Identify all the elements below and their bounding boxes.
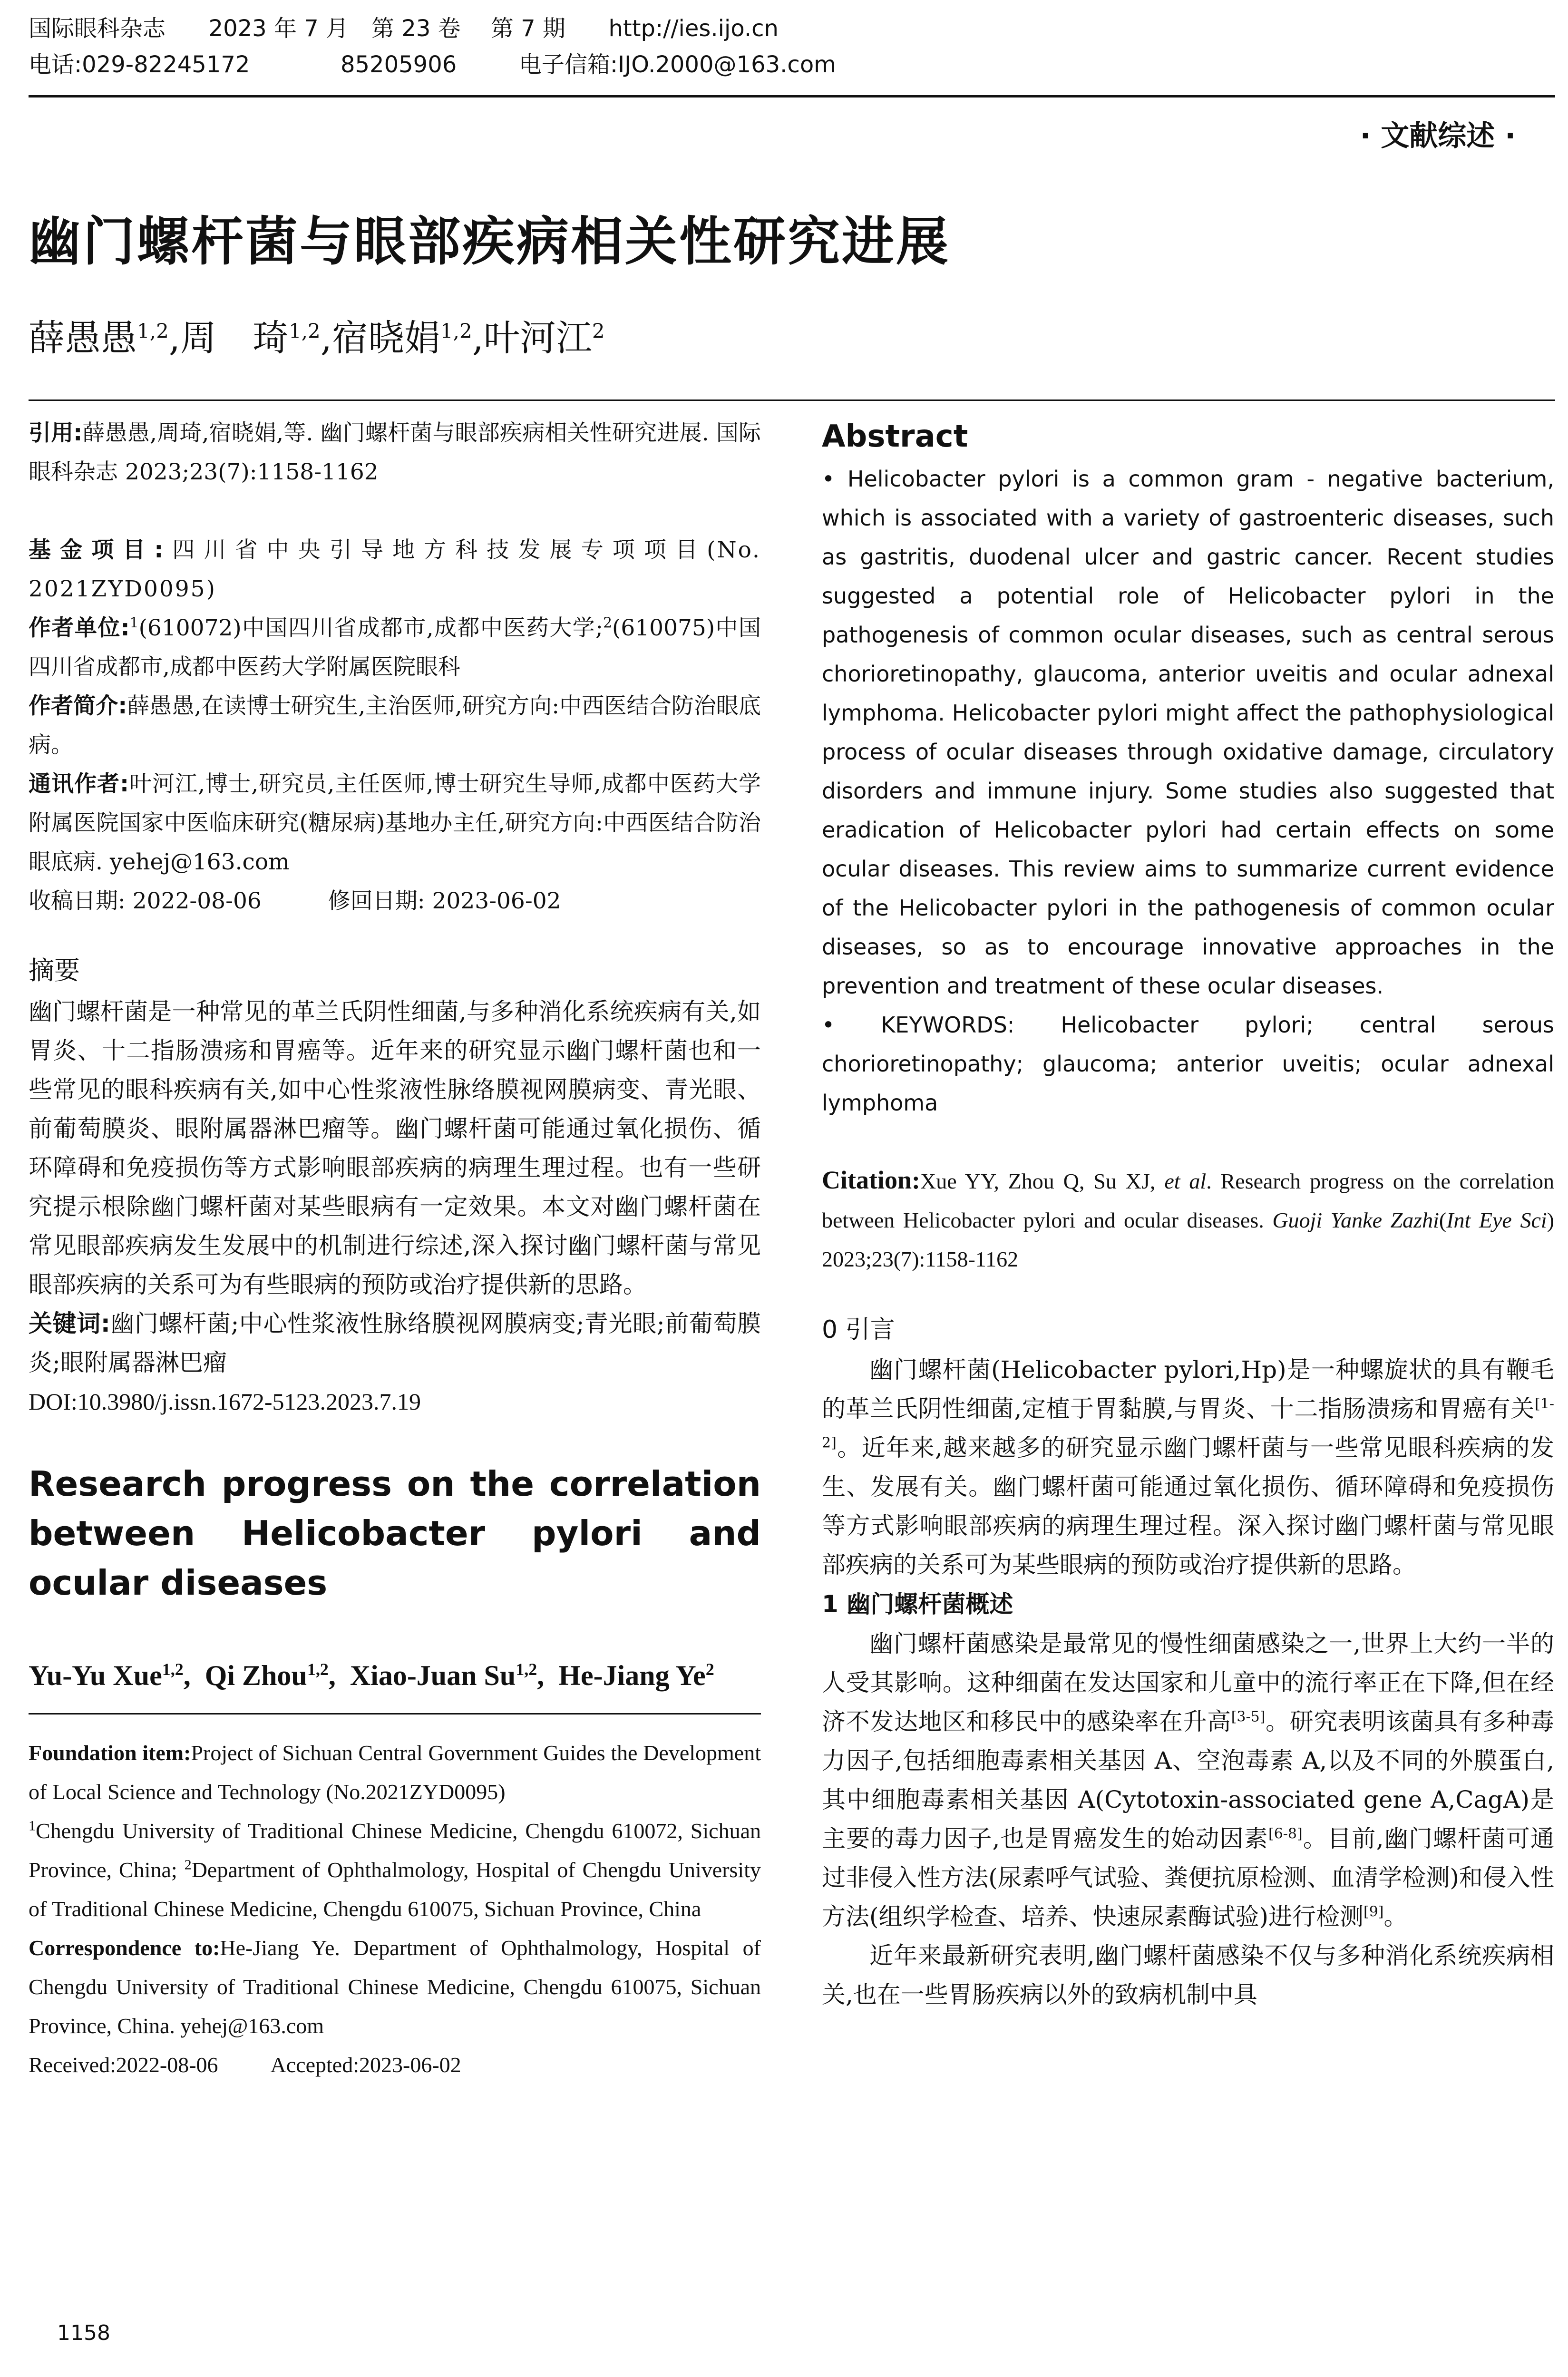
section-0-heading: 0 引言: [822, 1315, 895, 1344]
unit-block: [29, 609, 761, 687]
en-received-date: Received:2022-08-06: [29, 2053, 218, 2077]
en-aff-sup-2: 2: [184, 1857, 192, 1873]
journal-issue: 2023 年 7 月 第 23 卷 第 7 期: [208, 15, 565, 42]
en-affiliation-2: Department of Ophthalmology, Hospital of Chengdu University of Traditional Chinese Medicine, Chengdu 610075, Sichuan Province, China: [29, 1858, 761, 1921]
english-title: Research progress on the correlation between Helicobacter pylori and ocular diseases: [29, 1464, 761, 1603]
citation-label: 引用:: [29, 420, 83, 446]
bio-text: 薛愚愚,在读博士研究生,主治医师,研究方向:中西医结合防治眼底病。: [29, 693, 761, 758]
en-fund-block: [29, 1734, 761, 1812]
citation-volume: ) 2023;23(7):1158-1162: [822, 1208, 1554, 1271]
author-name: 叶河江: [483, 317, 592, 359]
english-author-list: Yu-Yu Xue$^{1,2}$, Qi Zhou$^{1,2}$, Xiao-Juan Su$^{1,2}$, He-Jiang Ye$^2$: [29, 1660, 714, 1691]
en-affiliation-1: Chengdu University of Traditional Chinese Medicine, Chengdu 610072, Sichuan Province, China;: [29, 1819, 761, 1882]
journal-phone: 电话:029-82245172: [29, 51, 250, 78]
doi[interactable]: DOI:10.3980/j.issn.1672-5123.2023.7.19: [29, 1388, 421, 1415]
keywords-block-cn: [29, 1304, 761, 1382]
sec0-text-b: 。近年来,越来越多的研究显示幽门螺杆菌与一些常见眼科疾病的发生、发展有关。幽门螺杆菌可能通过氧化损伤、循环障碍和免疫损伤等方式影响眼部疾病的病理生理过程。深入探讨幽门螺杆菌与常见眼部疾病的关系可为某些眼病的预防或治疗提供新的思路。: [822, 1434, 1554, 1578]
abstract-heading-cn: 摘要: [29, 955, 80, 985]
en-author-affiliation: 1,2: [162, 1660, 184, 1679]
citation-block-en: [822, 1160, 1554, 1279]
abstract-body-en: Helicobacter pylori is a common gram - negative bacterium, which is associated with a variety of gastroenteric diseases, such as gastritis, duodenal ulcer and gastric cancer. Recent studies suggested a potential role of Helicobacter pylori in the pathogenesis of common ocular diseases, such as central serous chorioretinopathy, glaucoma, anterior uveitis and ocular adnexal lymphoma. Helicobacter pylori might affect the pathophysiological process of ocular diseases through oxidative damage, circulatory disorders and immune injury. Some studies also suggested that eradication of Helicobacter pylori had certain effects on some ocular diseases. This review aims to summarize current evidence of the Helicobacter pylori in the pathogenesis of common ocular diseases, so as to encourage innovative approaches in the prevention and treatment of these ocular diseases.: [822, 466, 1554, 999]
en-author-affiliation: 1,2: [516, 1660, 537, 1679]
keywords-label-en: KEYWORDS:: [881, 1012, 1015, 1038]
sec1-text-d: 。: [1383, 1903, 1408, 1930]
en-dates-block: [29, 2046, 761, 2085]
fund-block: [29, 531, 761, 609]
unit-sup-2: 2: [603, 614, 613, 632]
author-list: 薛愚愚$^{1,2}$,周 琦$^{1,2}$,宿晓娟$^{1,2}$,叶河江$^2$: [29, 317, 605, 359]
en-author-name: Xiao-Juan Su: [350, 1660, 516, 1691]
left-column: [29, 414, 761, 2085]
fund-label: 基金项目:: [29, 537, 165, 563]
citation-text: 薛愚愚,周琦,宿晓娟,等. 幽门螺杆菌与眼部疾病相关性研究进展. 国际眼科杂志 2023;23(7):1158-1162: [29, 420, 761, 485]
unit-sup-1: 1: [129, 614, 139, 632]
en-affiliation-block: [29, 1812, 761, 1929]
section-tag: · 文献综述 ·: [1360, 119, 1516, 153]
journal-phone-2: 85205906: [340, 51, 457, 78]
header-rule: [29, 95, 1555, 97]
bio-label: 作者简介:: [29, 693, 127, 719]
journal-email[interactable]: 电子信箱:IJO.2000@163.com: [518, 51, 836, 78]
citation-journal-en: Int Eye Sci: [1446, 1208, 1547, 1232]
en-fund-text: Project of Sichuan Central Government Guides the Development of Local Science and Technology (No.2021ZYD0095): [29, 1741, 761, 1804]
author-name: 周 琦: [180, 317, 289, 359]
author-name: 宿晓娟: [331, 317, 440, 359]
author-affiliation: 1,2: [440, 319, 472, 343]
citation-journal: Guoji Yanke Zazhi: [1272, 1208, 1439, 1232]
citation-block: [29, 414, 761, 492]
section-0-paragraph: [822, 1350, 1554, 1584]
en-correspondence-label: Correspondence to:: [29, 1936, 220, 1960]
received-date: 收稿日期: 2022-08-06: [29, 888, 262, 914]
bio-block: [29, 687, 761, 765]
abstract-text-en: [822, 459, 1554, 1005]
right-column: [822, 414, 1554, 2014]
reference-marker[interactable]: [3-5]: [1231, 1708, 1266, 1725]
keywords-block-en: [822, 1005, 1554, 1122]
en-correspondence-block: [29, 1929, 761, 2046]
en-accepted-date: Accepted:2023-06-02: [270, 2053, 461, 2077]
citation-paren: (: [1439, 1208, 1447, 1232]
reference-marker[interactable]: [9]: [1363, 1903, 1384, 1920]
journal-url[interactable]: http://ies.ijo.cn: [608, 15, 779, 42]
dates-block: [29, 882, 761, 921]
abstract-bullet-icon: •: [822, 466, 835, 492]
citation-etal: et al: [1164, 1169, 1207, 1193]
citation-label-en: Citation:: [822, 1166, 920, 1194]
keywords-text-cn: 幽门螺杆菌;中心性浆液性脉络膜视网膜病变;青光眼;前葡萄膜炎;眼附属器淋巴瘤: [29, 1310, 761, 1376]
abstract-text-cn: 幽门螺杆菌是一种常见的革兰氏阴性细菌,与多种消化系统疾病有关,如胃炎、十二指肠溃疡和胃癌等。近年来的研究显示幽门螺杆菌也和一些常见的眼科疾病有关,如中心性浆液性脉络膜视网膜病变、青光眼、前葡萄膜炎、眼附属器淋巴瘤等。幽门螺杆菌可能通过氧化损伤、循环障碍和免疫损伤等方式影响眼部疾病的病理生理过程。也有一些研究提示根除幽门螺杆菌对某些眼病有一定效果。本文对幽门螺杆菌在常见眼部疾病发生发展中的机制进行综述,深入探讨幽门螺杆菌与常见眼部疾病的关系可为有些眼病的预防或治疗提供新的思路。: [29, 998, 761, 1298]
en-author-name: Yu-Yu Xue: [29, 1660, 162, 1691]
author-affiliation: 1,2: [137, 319, 169, 343]
author-affiliation: 1,2: [288, 319, 321, 343]
reference-marker[interactable]: [6-8]: [1268, 1825, 1303, 1842]
sec0-text-a: 幽门螺杆菌(Helicobacter pylori,Hp)是一种螺旋状的具有鞭毛的革兰氏阴性细菌,定植于胃黏膜,与胃炎、十二指肠溃疡和胃癌有关: [822, 1356, 1554, 1422]
reference-marker[interactable]: [1-2]: [822, 1395, 1554, 1452]
citation-title-en: . Research progress on the correlation between Helicobacter pylori and ocular diseases.: [822, 1169, 1554, 1232]
correspondence-text: 叶河江,博士,研究员,主任医师,博士研究生导师,成都中医药大学附属医院国家中医临床研究(糖尿病)基地办主任,研究方向:中西医结合防治眼底病. yehej@163.com: [29, 771, 761, 875]
en-author-affiliation: 1,2: [307, 1660, 329, 1679]
sec1-text-c: 。目前,幽门螺杆菌可通过非侵入性方法(尿素呼气试验、粪便抗原检测、血清学检测)和侵入性方法(组织学检查、培养、快速尿素酶试验)进行检测: [822, 1825, 1554, 1930]
abstract-heading-en: Abstract: [822, 419, 968, 454]
section-1-heading: 1 幽门螺杆菌概述: [822, 1590, 1013, 1618]
unit-label: 作者单位:: [29, 615, 130, 641]
en-aff-sup-1: 1: [29, 1818, 36, 1834]
sec1-text-a: 幽门螺杆菌感染是最常见的慢性细菌感染之一,世界上大约一半的人受其影响。这种细菌在发达国家和儿童中的流行率正在下降,但在经济不发达地区和移民中的感染率在升高: [822, 1630, 1554, 1735]
revised-date: 修回日期: 2023-06-02: [328, 888, 561, 914]
en-author-name: He-Jiang Ye: [558, 1660, 706, 1691]
author-affiliation: 2: [592, 319, 605, 343]
journal-name: 国际眼科杂志: [29, 15, 166, 42]
section-1-paragraph-1: [822, 1624, 1554, 1936]
article-title: 幽门螺杆菌与眼部疾病相关性研究进展: [29, 211, 950, 272]
keywords-label-cn: 关键词:: [29, 1310, 110, 1337]
citation-authors-en: Xue YY, Zhou Q, Su XJ,: [920, 1169, 1165, 1193]
correspondence-label: 通讯作者:: [29, 771, 129, 797]
correspondence-block: [29, 765, 761, 882]
unit-text-1: (610072)中国四川省成都市,成都中医药大学;: [138, 615, 603, 641]
fund-text: 四川省中央引导地方科技发展专项项目(No. 2021ZYD0095): [29, 537, 761, 602]
page-number: 1158: [57, 2321, 110, 2345]
keywords-text-en: Helicobacter pylori; central serous chorioretinopathy; glaucoma; anterior uveitis; ocular adnexal lymphoma: [822, 1012, 1554, 1116]
en-fund-label: Foundation item:: [29, 1741, 191, 1765]
unit-text-2: (610075)中国四川省成都市,成都中医药大学附属医院眼科: [29, 615, 761, 680]
en-author-affiliation: 2: [705, 1660, 714, 1679]
author-name: 薛愚愚: [29, 317, 137, 359]
en-author-name: Qi Zhou: [205, 1660, 307, 1691]
sec1-text-b: 。研究表明该菌具有多种毒力因子,包括细胞毒素相关基因 A、空泡毒素 A,以及不同的外膜蛋白,其中细胞毒素相关基因 A(Cytotoxin-associated gene A,CagA)是主要的毒力因子,也是胃癌发生的始动因素: [822, 1708, 1555, 1852]
author-rule: [29, 399, 1555, 401]
keywords-bullet-icon: •: [822, 1012, 835, 1038]
en-correspondence-text: He-Jiang Ye. Department of Ophthalmology, Hospital of Chengdu University of Traditional Chinese Medicine, Chengdu 610075, Sichuan Province, China. yehej@163.com: [29, 1936, 761, 2038]
section-1-paragraph-2: 近年来最新研究表明,幽门螺杆菌感染不仅与多种消化系统疾病相关,也在一些胃肠疾病以外的致病机制中具: [822, 1942, 1554, 2008]
